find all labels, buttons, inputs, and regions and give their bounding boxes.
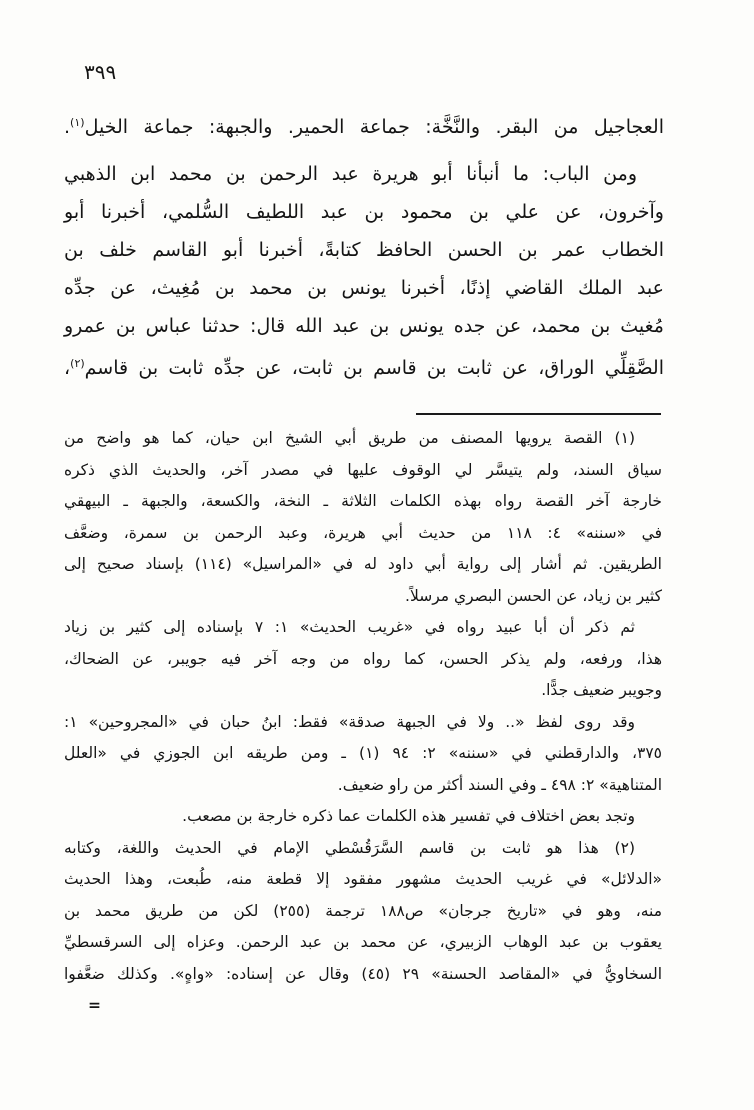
footnote-line: منه، وهو في «تاريخ جرجان» ص١٨٨ ترجمة (٢٥٥) لكن من طريق محمد بن bbox=[64, 901, 662, 920]
footnote-continuation-mark: = bbox=[88, 996, 101, 1014]
page-number: ٣٩٩ bbox=[84, 60, 117, 84]
footnote-line: (١) القصة يرويها المصنف من طريق أبي الشيخ ابن حيان، كما هو واضح من bbox=[64, 429, 635, 447]
footnote-line: ثم ذكر أن أبا عبيد رواه في «غريب الحديث» ١: ٧ بإسناده إلى كثير بن زياد bbox=[64, 618, 635, 636]
text-line-segment: ، bbox=[64, 357, 71, 379]
footnote-line: وجويبر ضعيف جدًّا. bbox=[541, 681, 662, 699]
footnote-line: وتجد بعض اختلاف في تفسير هذه الكلمات عما ذكره خارجة بن مصعب. bbox=[182, 807, 635, 825]
text-line: وآخرون، عن علي بن محمود بن عبد اللطيف السُّلمي، أخبرنا أبو bbox=[64, 201, 664, 223]
footnote-line: وقد روى لفظ «.. ولا في الجبهة صدقة» فقط: ابنُ حبان في «المجروحين» ١: bbox=[64, 712, 635, 731]
text-line bbox=[64, 345, 664, 387]
footnote-line: السخاويُّ في «المقاصد الحسنة» ٢٩ (٤٥) وقال عن إسناده: «واهٍ». وكذلك ضعَّفوا bbox=[64, 964, 662, 983]
footnote-line: ٣٧٥، والدارقطني في «سننه» ٢: ٩٤ (١) ـ ومن طريقه ابن الجوزي في «العلل bbox=[64, 744, 662, 762]
footnote-line: سياق السند، ولم يتيسَّر لي الوقوف عليها في مصدر آخر، والحديث الذي ذكره bbox=[64, 460, 662, 479]
text-line: الخطاب عمر بن الحسن الحافظ كتابةً، أخبرنا أبو القاسم خلف بن bbox=[64, 239, 664, 261]
footnote-line: «الدلائل» في غريب الحديث مشهور مفقود إلا قطعة منه، طُبعت، وهذا الحديث bbox=[64, 870, 662, 888]
footnote-line: في «سننه» ٤: ١١٨ من حديث أبي هريرة، وعبد الرحمن بن سمرة، وضعَّف bbox=[64, 523, 662, 542]
footnote-line: (٢) هذا هو ثابت بن قاسم السَّرَقُسْطي الإمام في الحديث واللغة، وكتابه bbox=[64, 838, 635, 857]
text-line: مُغيث بن محمد، عن جده يونس بن عبد الله قال: حدثنا عباس بن عمرو bbox=[64, 315, 664, 337]
footnote-line: المتناهية» ٢: ٤٩٨ ـ وفي السند أكثر من راو ضعيف. bbox=[337, 775, 662, 794]
text-line: عبد الملك القاضي إذنًا، أخبرنا يونس بن محمد بن مُغِيث، عن جدِّه bbox=[64, 277, 664, 299]
text-line bbox=[64, 104, 664, 146]
footnote-ref-1-marker: (١) bbox=[70, 116, 85, 129]
footnote-separator-rule bbox=[416, 413, 661, 415]
footnote-line: الطريقين. ثم أشار إلى رواية أبي داود له في «المراسيل» (١١٤) بإسناد صحيح إلى bbox=[64, 555, 662, 573]
footnotes-section bbox=[64, 423, 662, 1022]
footnote-line: كثير بن زياد، عن الحسن البصري مرسلاً. bbox=[405, 586, 662, 605]
footnote-line: خارجة آخر القصة رواه بهذه الكلمات الثلاثة ـ النخة، والكسعة، والجبهة ـ البيهقي bbox=[64, 492, 662, 510]
text-line-segment: الصَّقِلِّي الوراق، عن ثابت بن قاسم بن ثابت، عن جدِّه ثابت بن قاسم bbox=[84, 357, 664, 379]
text-line-segment: العجاجيل من البقر. والنَّخَّة: جماعة الحمير. والجبهة: جماعة الخيل bbox=[84, 116, 664, 138]
footnote-ref-2-marker: (٢) bbox=[70, 357, 85, 370]
footnote-line: يعقوب بن عبد الوهاب الزبيري، عن محمد بن عبد الرحمن. وعزاه إلى السرقسطيِّ bbox=[64, 933, 662, 951]
text-line: ومن الباب: ما أنبأنا أبو هريرة عبد الرحمن بن محمد ابن الذهبي bbox=[64, 163, 637, 185]
main-text bbox=[64, 104, 664, 387]
text-line-segment: . bbox=[64, 116, 71, 138]
footnote-line: هذا، ورفعه، ولم يذكر الحسن، كما رواه من وجه آخر فيه جويبر، عن الضحاك، bbox=[64, 649, 662, 668]
